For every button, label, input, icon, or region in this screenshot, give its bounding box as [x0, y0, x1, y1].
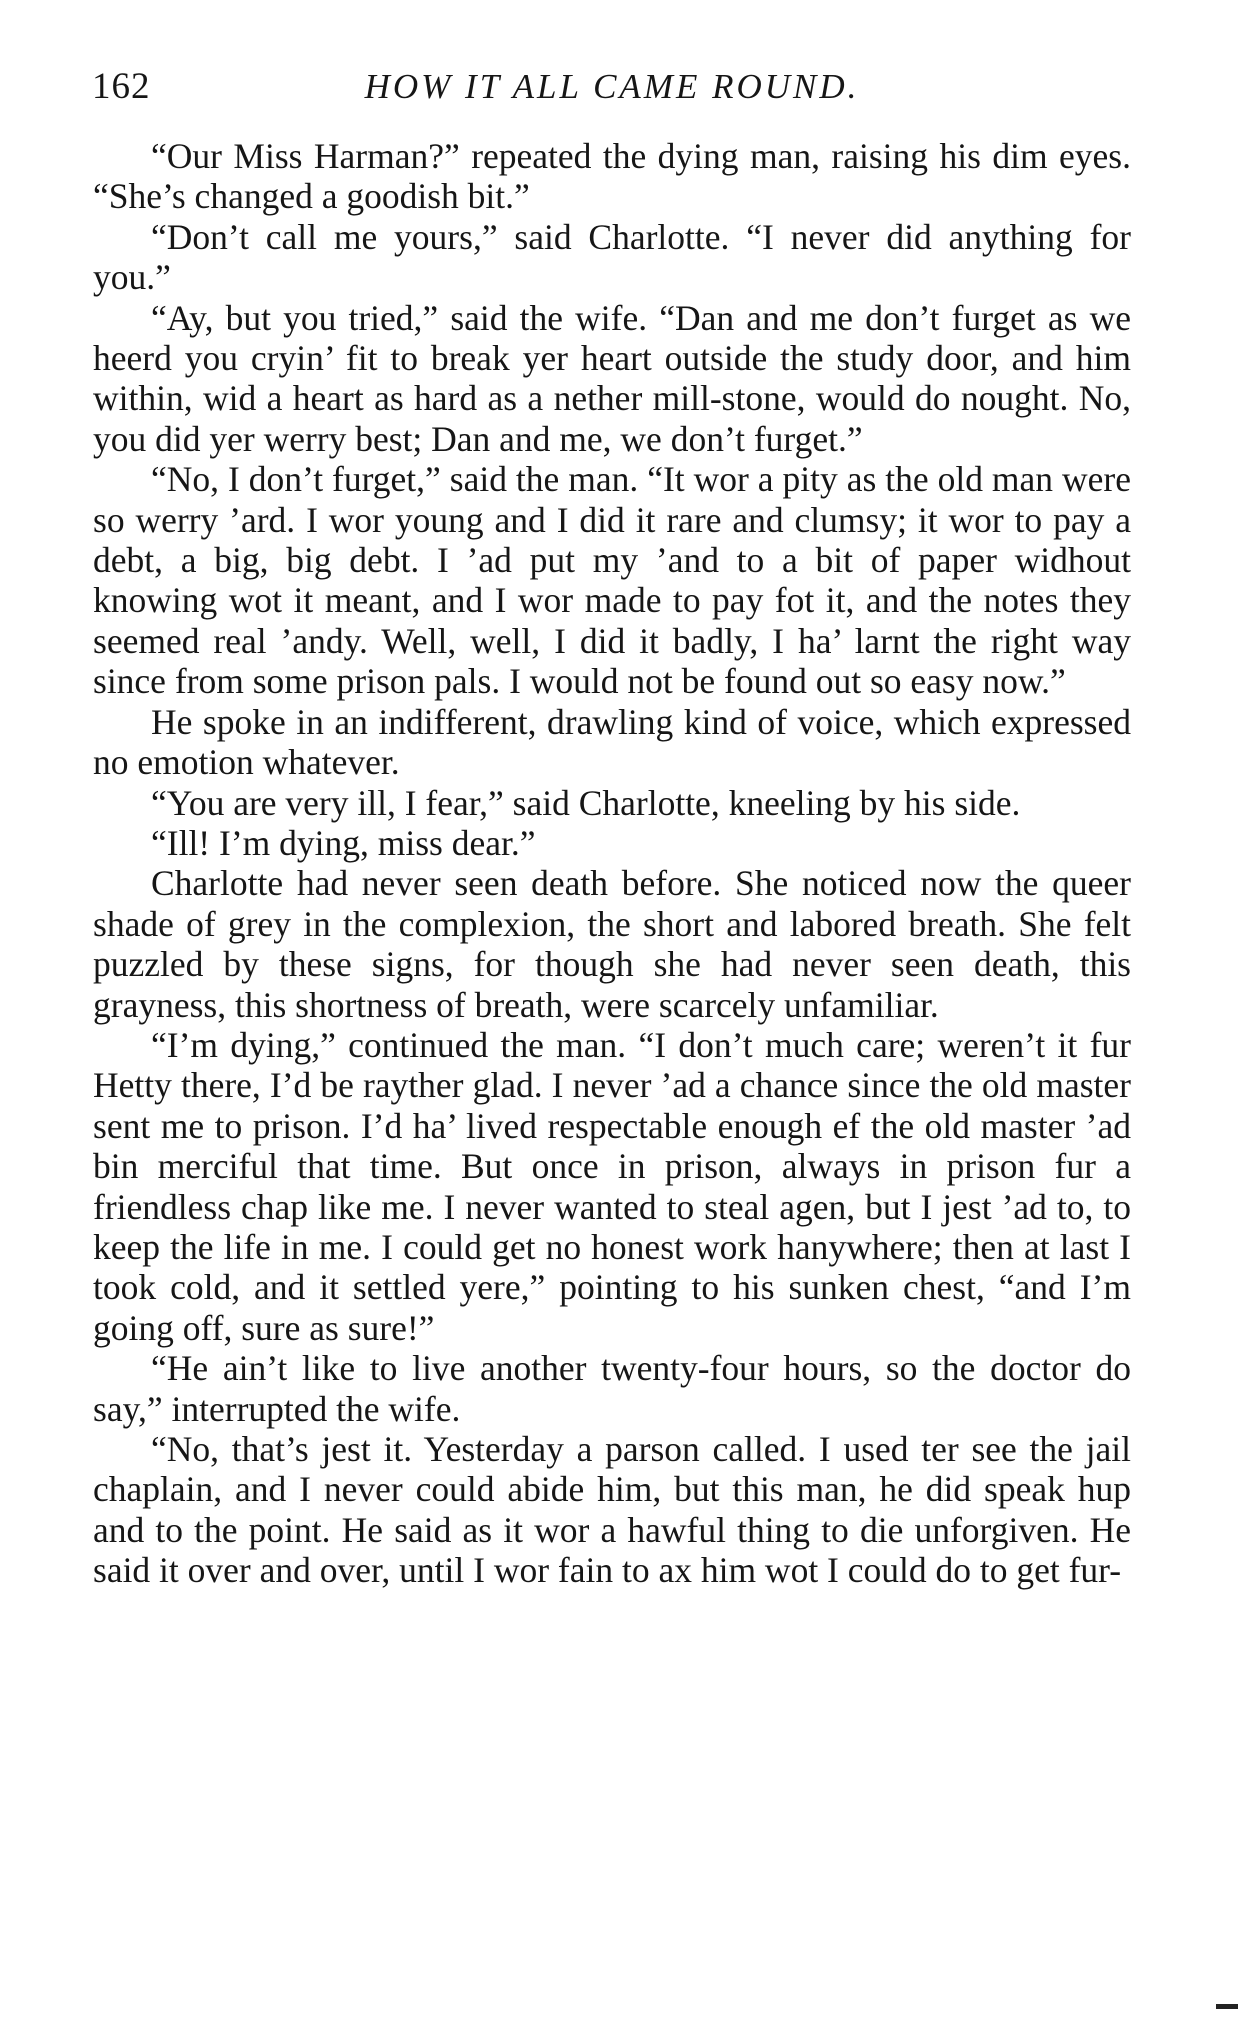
paragraph: “Our Miss Harman?” repeated the dying man, raising his dim eyes. “She’s changed a goodish bit.”	[93, 136, 1131, 217]
paragraph: “I’m dying,” continued the man. “I don’t much care; weren’t it fur Hetty there, I’d be rayther glad. I never ’ad a chance since the old master sent me to prison. I’d ha’ lived respectable enough ef the old master ’ad bin merciful that time. But once in prison, always in prison fur a friendless chap like me. I never wanted to steal agen, but I jest ’ad to, to keep the life in me. I could get no honest work hanywhere; then at last I took cold, and it settled yere,” pointing to his sunken chest, “and I’m going off, sure as sure!”	[93, 1024, 1131, 1348]
paragraph: “No, I don’t furget,” said the man. “It wor a pity as the old man were so werry ’ard. I wor young and I did it rare and clumsy; it wor to pay a debt, a big, big debt. I ’ad put my ’and to a bit of paper widhout knowing wot it meant, and I wor made to pay fot it, and the notes they seemed real ’andy. Well, well, I did it badly, I ha’ larnt the right way since from some prison pals. I would not be found out so easy now.”	[93, 459, 1131, 702]
page-edge-mark	[1216, 2004, 1238, 2009]
paragraph: “He ain’t like to live another twenty-four hours, so the doctor do say,” interrupted the wife.	[93, 1348, 1131, 1429]
paragraph: He spoke in an indifferent, drawling kind of voice, which expressed no emotion whatever.	[93, 701, 1131, 783]
running-title: HOW IT ALL CAME ROUND.	[364, 67, 860, 106]
paragraph: “Ay, but you tried,” said the wife. “Dan and me don’t furget as we heerd you cryin’ fit to break yer heart outside the study door, and him within, wid a heart as hard as a nether mill-stone, would do nought. No, you did yer werry best; Dan and me, we don’t furget.”	[93, 297, 1131, 459]
page-number: 162	[92, 66, 151, 107]
paragraph: “You are very ill, I fear,” said Charlotte, kneeling by his side.	[151, 782, 1021, 823]
paragraph: “No, that’s jest it. Yesterday a parson called. I used ter see the jail chaplain, and I never could abide him, but this man, he did speak hup and to the point. He said as it wor a hawful thing to die unforgiven. He said it over and over, until I wor fain to ax him wot I could do to get fur-	[93, 1429, 1131, 1591]
running-head	[92, 62, 1132, 112]
paragraph: “Don’t call me yours,” said Charlotte. “I never did anything for you.”	[93, 216, 1131, 298]
body-text	[93, 136, 1131, 1591]
paragraph: Charlotte had never seen death before. She noticed now the queer shade of grey in the complexion, the short and labored breath. She felt puzzled by these signs, for though she had never seen death, this grayness, this shortness of breath, were scarcely unfamiliar.	[93, 863, 1131, 1025]
paragraph: “Ill! I’m dying, miss dear.”	[151, 822, 536, 863]
